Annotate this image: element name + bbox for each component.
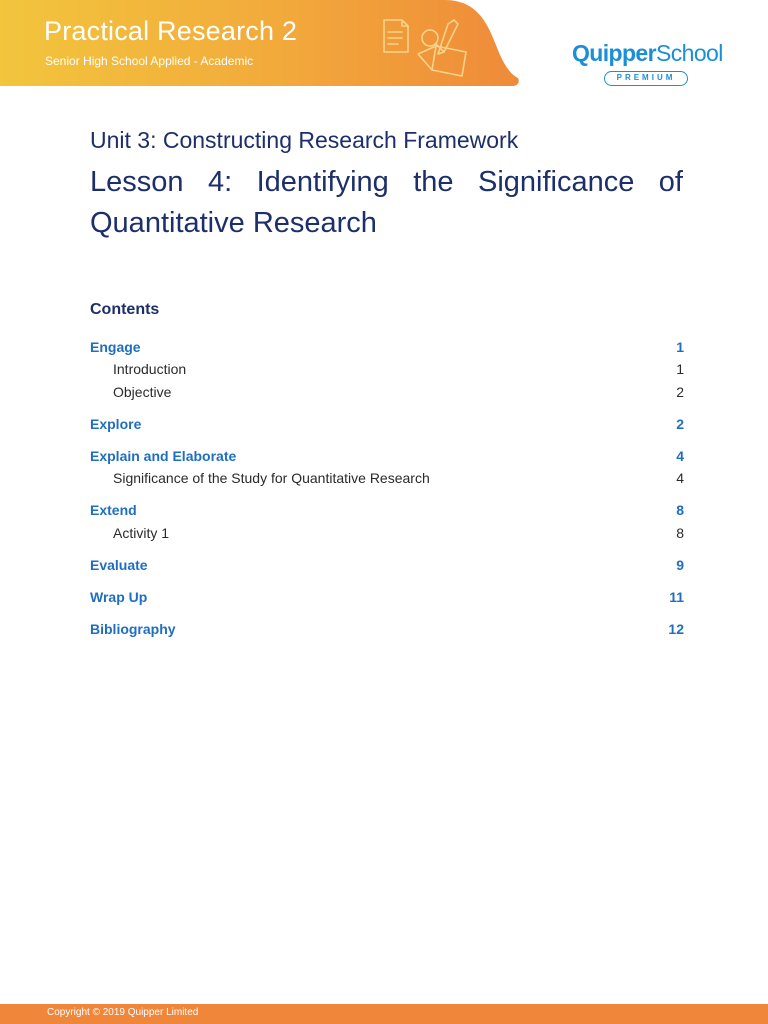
toc-item-label: Wrap Up (90, 589, 148, 605)
toc-item-label: Introduction (113, 361, 187, 377)
toc-item-page: 1 (676, 339, 684, 355)
page-header (0, 0, 768, 86)
contents-heading: Contents (90, 301, 160, 318)
toc-item-page: 4 (676, 470, 684, 486)
toc-item[interactable] (90, 557, 684, 577)
toc-item-label: Objective (113, 384, 172, 400)
toc-item[interactable] (90, 384, 684, 404)
unit-title: Unit 3: Constructing Research Framework (90, 127, 519, 153)
premium-badge: PREMIUM (604, 71, 688, 86)
toc-item-page: 12 (668, 621, 684, 637)
toc-item[interactable] (90, 502, 684, 522)
toc-item-page: 8 (676, 525, 684, 541)
toc-item-page: 2 (676, 384, 684, 400)
toc-item[interactable] (90, 589, 684, 609)
brand-name-part2: School (655, 40, 723, 66)
toc-item-page: 4 (676, 448, 684, 464)
course-title: Practical Research 2 (44, 16, 298, 46)
toc-item-label: Bibliography (90, 621, 176, 637)
toc-item-label: Activity 1 (113, 525, 170, 541)
toc-item-page: 11 (669, 589, 684, 605)
toc-item[interactable] (90, 470, 684, 490)
toc-item-label: Explain and Elaborate (90, 448, 237, 464)
toc-item-page: 9 (676, 557, 684, 573)
toc-item-label: Evaluate (90, 557, 148, 573)
toc-item-label: Engage (90, 339, 141, 355)
toc-item-page: 2 (676, 416, 684, 432)
research-illustration-icon (378, 14, 473, 85)
course-subtitle: Senior High School Applied - Academic (45, 54, 254, 68)
quipper-school-logo (572, 40, 723, 82)
toc-item-label: Significance of the Study for Quantitative Research (113, 470, 430, 486)
page-footer (0, 1004, 768, 1024)
toc-item-page: 8 (676, 502, 684, 518)
brand-name-part1: Quipper (572, 40, 656, 66)
brand-name (572, 40, 722, 66)
toc-item[interactable] (90, 361, 684, 381)
toc-item-label: Extend (90, 502, 137, 518)
toc-item[interactable] (90, 416, 684, 436)
toc-item[interactable] (90, 448, 684, 468)
copyright-text: Copyright © 2019 Quipper Limited (47, 1007, 199, 1018)
toc-item[interactable] (90, 621, 684, 641)
toc-item[interactable] (90, 525, 684, 545)
toc-item-label: Explore (90, 416, 142, 432)
toc-item-page: 1 (676, 361, 684, 377)
lesson-title: Lesson 4: Identifying the Significance of Quantitative Research (90, 166, 683, 239)
toc-item[interactable] (90, 339, 684, 359)
